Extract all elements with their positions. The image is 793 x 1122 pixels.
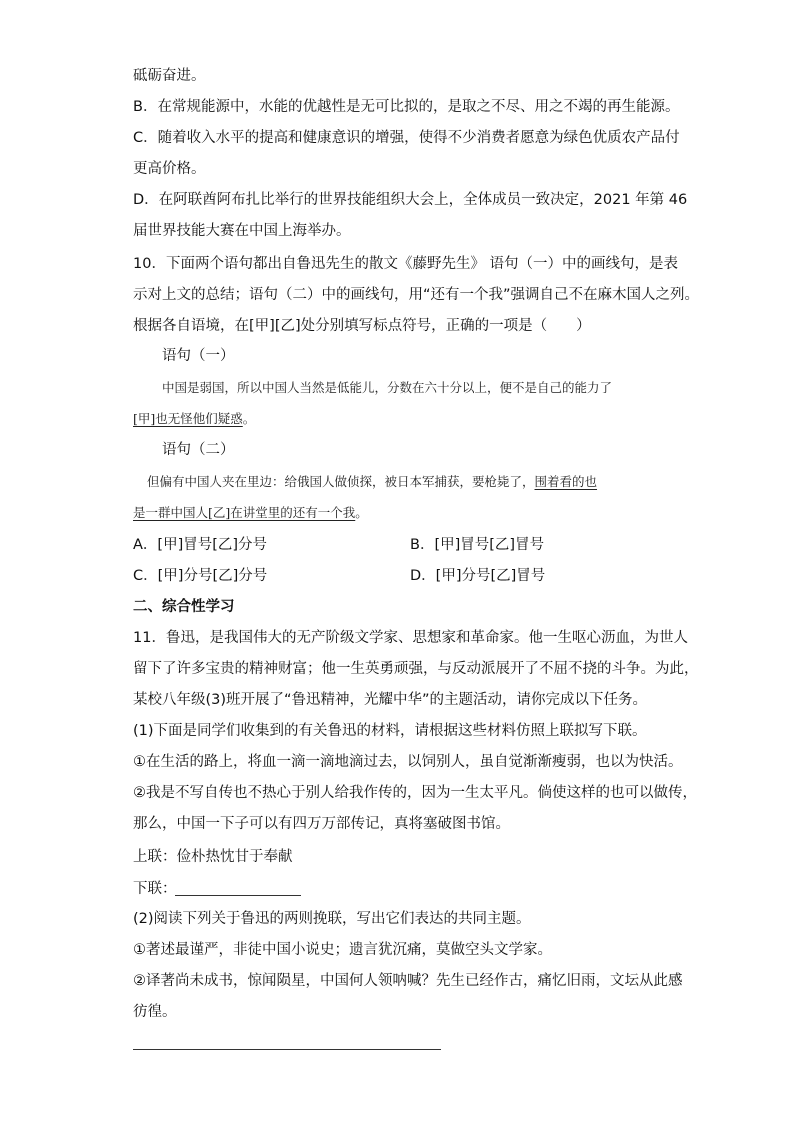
q11-material-2-line1: ②我是不写自传也不热心于别人给我作传的，因为一生太平凡。倘使这样的也可以做传， [133,785,697,801]
q10-stem-line2: 示对上文的总结；语句（二）中的画线句，用“还有一个我”强调自己不在麻木国人之列。 [133,287,700,303]
q10-option-b: B．[甲]冒号[乙]冒号 [410,537,545,553]
q9-option-c-line2: 更高价格。 [133,161,206,177]
sentence-2-end: 。 [355,505,368,520]
sentence-2-underlined-b: 是一群中国人[乙]在讲堂里的还有一个我 [133,505,356,520]
sentence-2-label: 语句（二） [162,442,235,458]
lower-couplet-label: 下联： [133,881,177,897]
q10-option-a: A．[甲]冒号[乙]分号 [133,537,268,553]
q10-option-c: C．[甲]分号[乙]分号 [133,568,268,584]
q11-elegy-2-line2: 彷徨。 [133,1004,177,1020]
q9-option-d-line1: D．在阿联酋阿布扎比举行的世界技能组织大会上，全体成员一致决定，2021 年第 46 [133,192,688,208]
q10-option-d: D．[甲]分号[乙]冒号 [410,568,546,584]
q11-elegy-1: ①著述最谨严，非徒中国小说史；遗言犹沉痛，莫做空头文学家。 [133,942,552,958]
lower-couplet-answer-blank[interactable] [175,895,301,896]
q10-stem-line1: 10．下面两个语句都出自鲁迅先生的散文《藤野先生》 语句（一）中的画线句，是表 [133,256,679,272]
sentence-1-label: 语句（一） [162,348,235,364]
q11-part2: (2)阅读下列关于鲁迅的两则挽联，写出它们表达的共同主题。 [133,911,531,927]
q9-option-c-line1: C．随着收入水平的提高和健康意识的增强，使得不少消费者愿意为绿色优质农产品付 [133,130,680,146]
q9-tail: 砥砺奋进。 [133,68,206,84]
q10-stem-line3: 根据各自语境，在[甲][乙]处分别填写标点符号，正确的一项是（ ） [133,318,591,334]
sentence-2-line1 [147,472,597,492]
q11-stem-line3: 某校八年级(3)班开展了“鲁迅精神，光耀中华”的主题活动，请你完成以下任务。 [133,692,648,708]
q9-option-b: B．在常规能源中，水能的优越性是无可比拟的，是取之不尽、用之不竭的再生能源。 [133,99,680,115]
q11-part2-answer-line[interactable] [133,1049,441,1050]
q11-elegy-2-line1: ②译著尚未成书，惊闻陨星，中国何人领呐喊？先生已经作古，痛忆旧雨，文坛从此感 [133,973,683,989]
section-2-heading: 二、综合性学习 [133,599,235,615]
sentence-1-end: 。 [242,411,256,426]
sentence-1-line1: 中国是弱国，所以中国人当然是低能儿，分数在六十分以上，便不是自己的能力了 [162,380,613,395]
upper-couplet: 上联：俭朴热忱甘于奉献 [133,849,293,865]
sentence-1-underlined: [甲]也无怪他们疑惑 [133,411,243,426]
sentence-2-line2 [133,503,368,523]
sentence-1-line2 [133,409,255,429]
q11-material-1: ①在生活的路上，将血一滴一滴地滴过去，以饲别人，虽自觉渐渐瘦弱，也以为快活。 [133,754,683,770]
q11-stem-line2: 留下了许多宝贵的精神财富；他一生英勇顽强，与反动派展开了不屈不挠的斗争。为此， [133,661,699,677]
q9-option-d-line2: 届世界技能大赛在中国上海举办。 [133,223,351,239]
sentence-2-underlined-a: 围着看的也 [534,474,598,489]
q11-material-2-line2: 那么，中国一下子可以有四万万部传记，真将塞破图书馆。 [133,816,510,832]
q11-stem-line1: 11．鲁迅，是我国伟大的无产阶级文学家、思想家和革命家。他一生呕心沥血，为世人 [133,630,688,646]
q11-part1: (1)下面是同学们收集到的有关鲁迅的材料，请根据这些材料仿照上联拟写下联。 [133,723,647,739]
sentence-2-text: 但偏有中国人夹在里边：给俄国人做侦探，被日本军捕获，要枪毙了， [147,474,535,489]
